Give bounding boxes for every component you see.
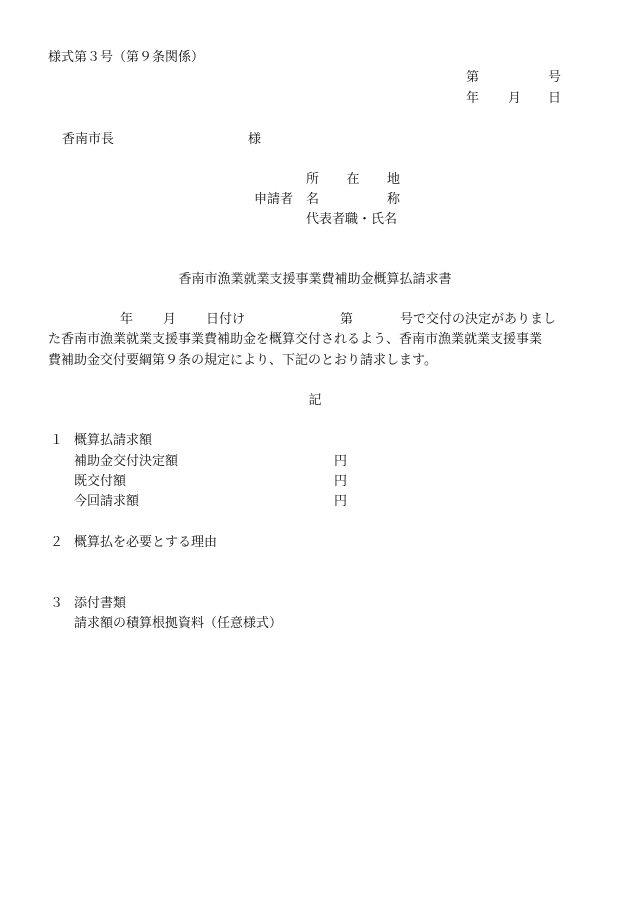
address-char: 所 bbox=[306, 172, 320, 187]
name-char: 名 bbox=[306, 192, 320, 207]
applicant-name-label bbox=[306, 192, 400, 208]
body-year: 年 bbox=[120, 312, 134, 327]
body-dai: 第 bbox=[340, 312, 354, 327]
row-label: 今回請求額 bbox=[74, 494, 140, 509]
row-unit: 円 bbox=[334, 454, 348, 469]
address-char: 在 bbox=[346, 172, 360, 187]
section1-number: １ bbox=[50, 433, 64, 448]
applicant-representative-label: 代表者職・氏名 bbox=[306, 212, 398, 227]
applicant-address-label bbox=[306, 172, 400, 188]
addressee-name: 香南市長 bbox=[62, 132, 115, 147]
row-label: 既交付額 bbox=[74, 474, 127, 489]
row-label: 補助金交付決定額 bbox=[74, 454, 179, 469]
section3-heading: 添付書類 bbox=[74, 596, 127, 611]
ki-marker: 記 bbox=[308, 393, 322, 408]
section2-heading: 概算払を必要とする理由 bbox=[74, 535, 218, 550]
form-id: 様式第３号（第９条関係） bbox=[48, 50, 205, 65]
body-date-suffix: 日付け bbox=[206, 312, 246, 327]
doc-number-dai: 第 bbox=[466, 70, 480, 85]
address-char: 地 bbox=[386, 172, 400, 187]
date-day: 日 bbox=[548, 91, 562, 106]
section3-number: ３ bbox=[50, 596, 64, 611]
date-month: 月 bbox=[508, 91, 522, 106]
date-year: 年 bbox=[466, 91, 480, 106]
section1-heading: 概算払請求額 bbox=[74, 433, 153, 448]
applicant-label: 申請者 bbox=[254, 192, 294, 207]
document-title: 香南市漁業就業支援事業費補助金概算払請求書 bbox=[178, 272, 452, 287]
body-line1-tail: 号で交付の決定がありまし bbox=[400, 312, 557, 327]
body-line-3: 費補助金交付要綱第９条の規定により、下記のとおり請求します。 bbox=[48, 353, 437, 368]
row-unit: 円 bbox=[334, 474, 348, 489]
body-month: 月 bbox=[163, 312, 177, 327]
name-char: 称 bbox=[386, 192, 400, 207]
body-line-2: た香南市漁業就業支援事業費補助金を概算交付されるよう、香南市漁業就業支援事業 bbox=[48, 332, 543, 347]
section2-number: ２ bbox=[50, 535, 64, 550]
section3-item: 請求額の積算根拠資料（任意様式） bbox=[74, 616, 283, 631]
doc-number-go: 号 bbox=[548, 70, 562, 85]
addressee-honorific: 様 bbox=[248, 132, 262, 147]
row-unit: 円 bbox=[334, 494, 348, 509]
